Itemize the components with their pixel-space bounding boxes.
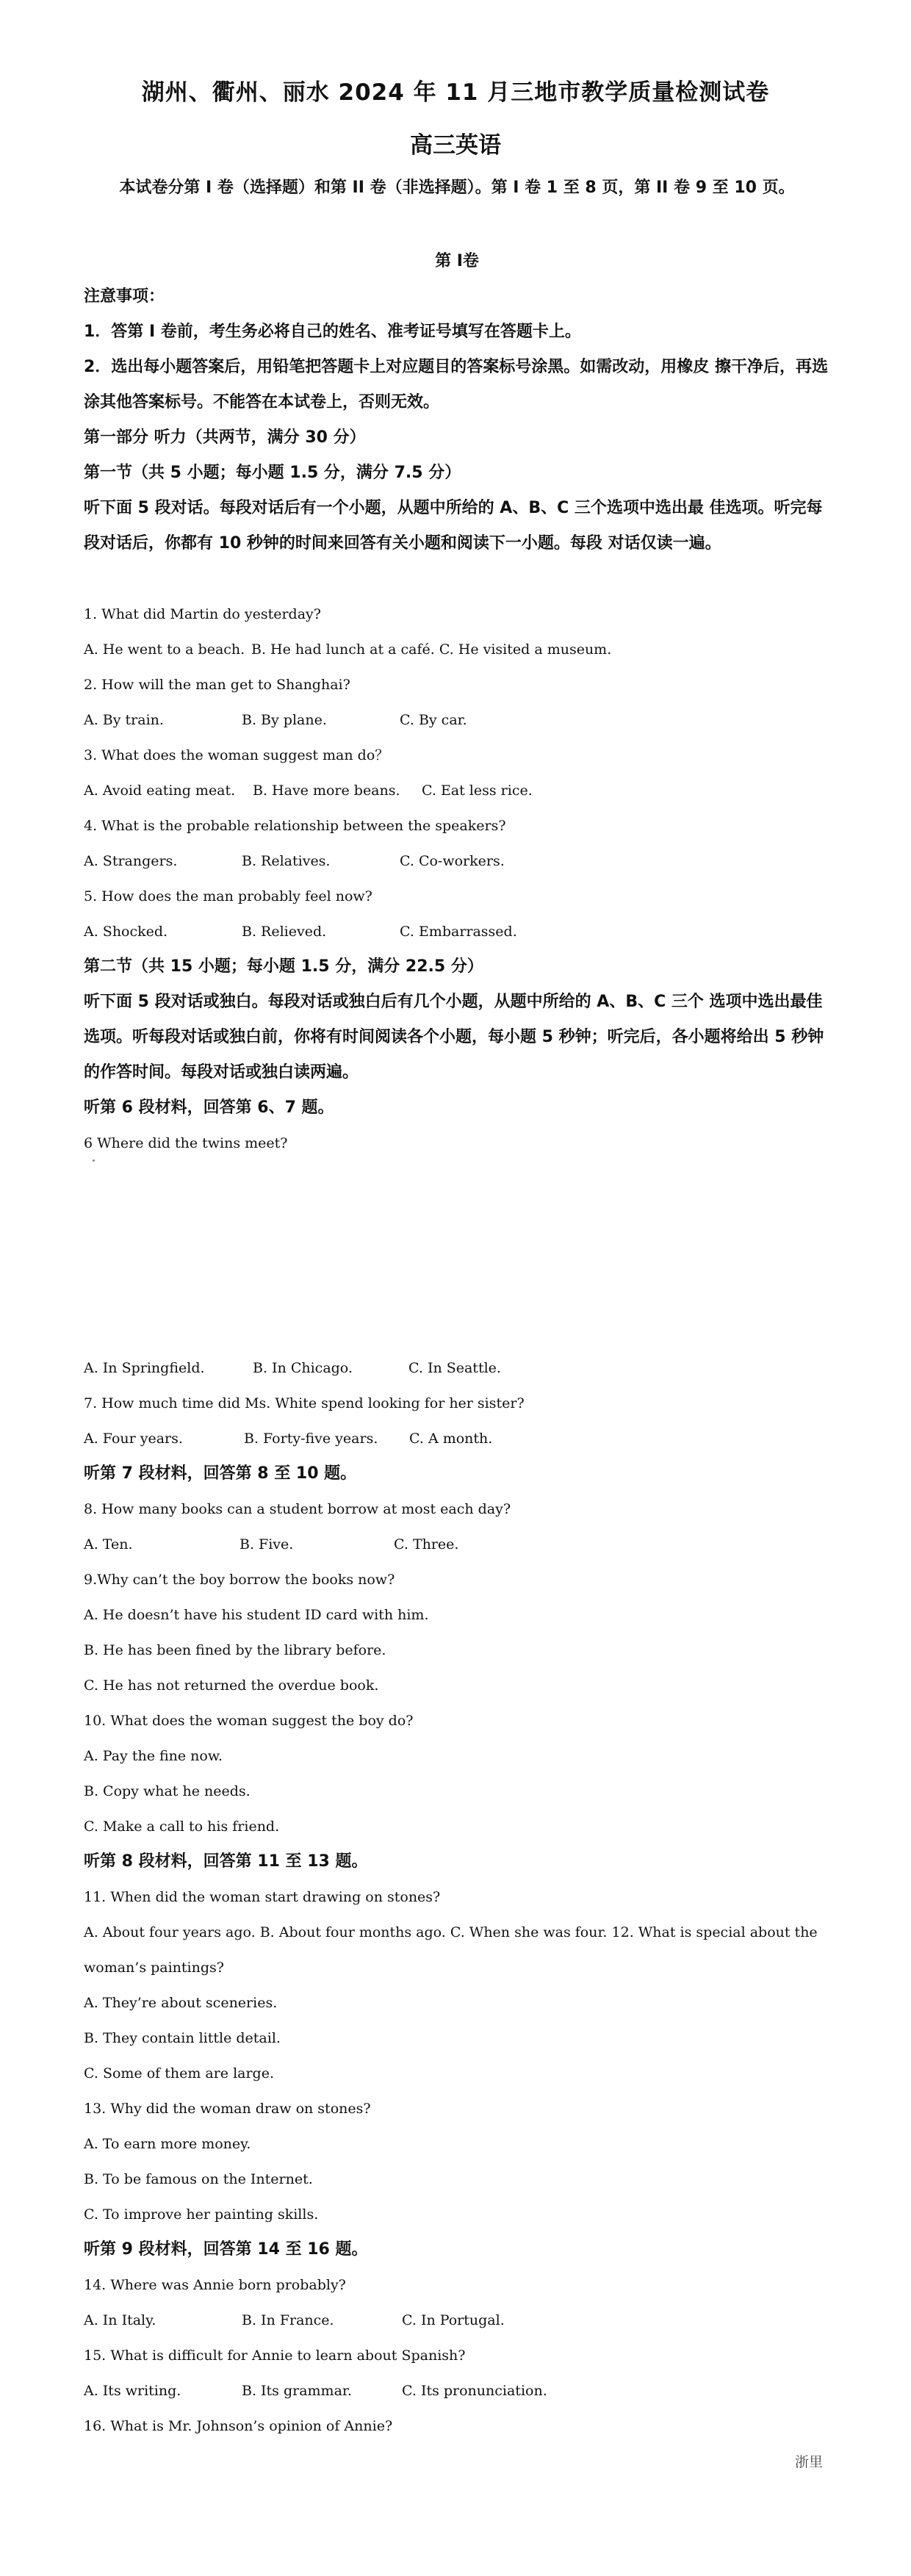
material-7: 听第 7 段材料，回答第 8 至 10 题。 [84, 1464, 357, 1483]
option: C. A month. [409, 1431, 493, 1447]
section1-title: 第一节（共 5 小题；每小题 1.5 分，满分 7.5 分） [84, 464, 461, 482]
notes-item-1: 1．答第 I 卷前，考生务必将自己的姓名、准考证号填写在答题卡上。 [84, 323, 581, 341]
question-13-option-c: C. To improve her painting skills. [84, 2206, 319, 2223]
option: A. Ten. [84, 1536, 133, 1553]
question-11-options-and-12: A. About four years ago. B. About four months ago. C. When she was four. 12. What is special about the woman’s paintings? [84, 1924, 818, 1976]
volume-title: 第 I卷 [435, 252, 479, 270]
option: C. In Portugal. [402, 2312, 505, 2328]
question-9: 9.Why can’t the boy borrow the books now? [84, 1572, 395, 1588]
option: C. Its pronunciation. [402, 2383, 547, 2399]
option: A. By train. [84, 712, 164, 728]
question-4-options [84, 843, 505, 879]
option: A. Strangers. [84, 853, 178, 869]
option: B. Forty-five years. [244, 1431, 378, 1447]
question-1-options [84, 632, 611, 667]
question-13-option-a: A. To earn more money. [84, 2136, 251, 2152]
question-9-option-b: B. He has been fined by the library before. [84, 1642, 386, 1658]
question-15-options [84, 2373, 547, 2408]
question-13-option-b: B. To be famous on the Internet. [84, 2171, 313, 2187]
option: B. Relieved. [242, 924, 327, 940]
notes-item-2: 2．选出每小题答案后，用铅笔把答题卡上对应题目的答案标号涂黑。如需改动，用橡皮 擦干净后，再选涂其他答案标号。不能答在本试卷上，否则无效。 [84, 358, 828, 411]
question-12-option-b: B. They contain little detail. [84, 2030, 281, 2046]
option: A. In Springfield. [84, 1360, 205, 1376]
question-6: 6 Where did the twins meet? [84, 1135, 288, 1151]
question-8: 8. How many books can a student borrow at most each day? [84, 1501, 511, 1517]
question-5-options [84, 914, 517, 949]
option: A. Its writing. [84, 2383, 181, 2399]
section2-instructions: 听下面 5 段对话或独白。每段对话或独白后有几个小题，从题中所给的 A、B、C 三个 选项中选出最佳选项。听每段对话或独白前，你将有时间阅读各个小题，每小题 5 秒钟；听完后，各小题将给出 5 秒钟的作答时间。每段对话或独白读两遍。 [84, 993, 824, 1082]
question-14-options [84, 2303, 505, 2338]
question-15: 15. What is difficult for Annie to learn about Spanish? [84, 2347, 466, 2364]
question-7-options [84, 1421, 492, 1456]
exam-intro: 本试卷分第 I 卷（选择题）和第 II 卷（非选择题）。第 I 卷 1 至 8 页，第 II 卷 9 至 10 页。 [119, 179, 795, 197]
option: C. Eat less rice. [422, 782, 533, 799]
option: C. Embarrassed. [400, 924, 517, 940]
question-9-option-a: A. He doesn’t have his student ID card with him. [84, 1607, 429, 1623]
option: B. Relatives. [242, 853, 331, 869]
option: B. Five. [240, 1536, 294, 1553]
question-9-option-c: C. He has not returned the overdue book. [84, 1677, 379, 1694]
question-12-option-a: A. They’re about sceneries. [84, 1995, 278, 2011]
question-10-option-a: A. Pay the fine now. [84, 1748, 223, 1764]
question-1: 1. What did Martin do yesterday? [84, 606, 321, 622]
option: C. Three. [394, 1536, 459, 1553]
question-6-options [84, 1350, 501, 1386]
option: B. In Chicago. [253, 1360, 353, 1376]
option: B. He had lunch at a café. C. He visited a museum. [251, 641, 612, 658]
section2-title: 第二节（共 15 小题；每小题 1.5 分，满分 22.5 分） [84, 957, 483, 976]
option: B. Have more beans. [253, 782, 400, 799]
option: A. In Italy. [84, 2312, 156, 2328]
stray-mark [93, 1159, 95, 1162]
option: A. Avoid eating meat. [84, 782, 236, 799]
option: C. In Seattle. [408, 1360, 501, 1376]
section1-instructions: 听下面 5 段对话。每段对话后有一个小题，从题中所给的 A、B、C 三个选项中选出最 佳选项。听完每段对话后，你都有 10 秒钟的时间来回答有关小题和阅读下一小题。每段 对话仅读一遍。 [84, 499, 823, 553]
question-10: 10. What does the woman suggest the boy do? [84, 1713, 414, 1729]
question-4: 4. What is the probable relationship between the speakers? [84, 818, 506, 834]
question-14: 14. Where was Annie born probably? [84, 2277, 346, 2293]
option: B. In France. [242, 2312, 334, 2328]
material-6: 听第 6 段材料，回答第 6、7 题。 [84, 1098, 334, 1117]
option: B. Its grammar. [242, 2383, 352, 2399]
question-2: 2. How will the man get to Shanghai? [84, 677, 350, 693]
question-8-options [84, 1527, 458, 1562]
material-9: 听第 9 段材料，回答第 14 至 16 题。 [84, 2240, 368, 2259]
question-16: 16. What is Mr. Johnson’s opinion of Annie? [84, 2418, 393, 2434]
question-2-options [84, 702, 467, 738]
footer-mark: 浙里 [794, 2454, 823, 2470]
exam-subtitle: 高三英语 [410, 132, 501, 159]
material-8: 听第 8 段材料，回答第 11 至 13 题。 [84, 1852, 368, 1871]
notes-heading: 注意事项： [84, 287, 165, 306]
question-5: 5. How does the man probably feel now? [84, 888, 372, 904]
question-3-options [84, 773, 533, 808]
part1-title: 第一部分 听力（共两节，满分 30 分） [84, 428, 366, 447]
option: A. He went to a beach. [84, 641, 245, 658]
question-11: 11. When did the woman start drawing on stones? [84, 1889, 441, 1905]
question-10-option-c: C. Make a call to his friend. [84, 1818, 280, 1835]
option: B. By plane. [242, 712, 327, 728]
option: A. Shocked. [84, 924, 168, 940]
question-13: 13. Why did the woman draw on stones? [84, 2101, 371, 2117]
option: C. By car. [400, 712, 467, 728]
question-10-option-b: B. Copy what he needs. [84, 1783, 251, 1799]
question-3: 3. What does the woman suggest man do？ [84, 747, 389, 763]
question-12-option-c: C. Some of them are large. [84, 2065, 275, 2082]
option: C. Co-workers. [400, 853, 505, 869]
question-7: 7. How much time did Ms. White spend looking for her sister? [84, 1395, 525, 1411]
exam-title: 湖州、衢州、丽水 2024 年 11 月三地市教学质量检测试卷 [141, 79, 770, 106]
option: A. Four years. [84, 1431, 183, 1447]
